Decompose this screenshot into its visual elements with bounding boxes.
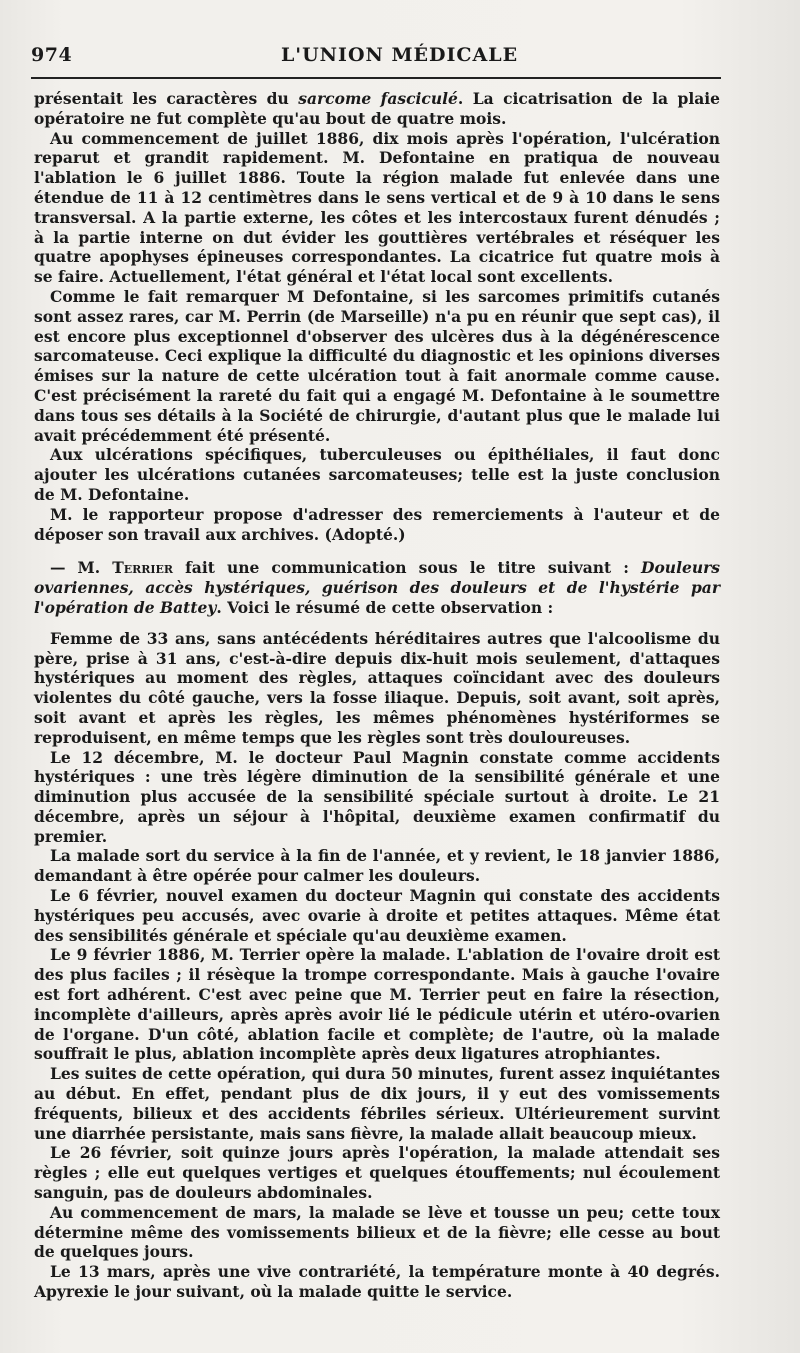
page-header: [31, 42, 738, 72]
article-body: [34, 89, 720, 1302]
header-rule: [31, 77, 721, 79]
paragraph: Le 26 février, soit quinze jours après l'opération, la malade attendait ses règles ; elle eut quelques vertiges et quelques étouffements; nul écoulement sanguin, pas de douleurs abdominales.: [34, 1143, 720, 1203]
italic-term: sarcome fasciculé: [298, 89, 458, 108]
page-number: 974: [31, 44, 73, 66]
paragraph: [34, 89, 720, 129]
text-run: fait une communication sous le titre suivant :: [173, 558, 642, 578]
author-name: Terrier: [112, 558, 174, 578]
paragraph: Le 12 décembre, M. le docteur Paul Magnin constate comme accidents hystériques : une très légère diminution de la sensibilité générale et une diminution plus accusée de la sensibilité spéciale surtout à droite. Le 21 décembre, après un séjour à l'hôpital, deuxième examen confirmatif du premier.: [34, 747, 720, 846]
communication-title: Douleurs ovariennes, accès hystériques, guérison des douleurs et de l'hystérie par l'opération de Battey: [34, 558, 720, 617]
paragraph: Les suites de cette opération, qui dura 50 minutes, furent assez inquiétantes au début. En effet, pendant plus de dix jours, il y eut des vomissements fréquents, bilieux et des accidents fébriles sérieux. Ultérieurement survint une diarrhée persistante, mais sans fièvre, la malade allait beaucoup mieux.: [34, 1064, 720, 1143]
paragraph: Le 9 février 1886, M. Terrier opère la malade. L'ablation de l'ovaire droit est des plus faciles ; il résèque la trompe correspondante. Mais à gauche l'ovaire est fort adhérent. C'est avec peine que M. Terrier peut en faire la résection, incomplète d'ailleurs, après après avoir lié le pédicule utérin et utéro-ovarien de l'organe. D'un côté, ablation facile et complète; de l'autre, où la malade souffrait le plus, ablation incomplète après deux ligatures atrophiantes.: [34, 945, 720, 1064]
paragraph: Au commencement de juillet 1886, dix mois après l'opération, l'ulcération reparut et grandit rapidement. M. Defontaine en pratiqua de nouveau l'ablation le 6 juillet 1886. Toute la région malade fut enlevée dans une étendue de 11 à 12 centimètres dans le sens vertical et de 9 à 10 dans le sens transversal. A la partie externe, les côtes et les intercostaux furent dénudés ; à la partie interne on dut évider les gouttières vertébrales et réséquer les quatre apophyses épineuses correspondantes. La cicatrice fut quatre mois à se faire. Actuellement, l'état général et l'état local sont excellents.: [34, 128, 720, 287]
paragraph: Comme le fait remarquer M Defontaine, si les sarcomes primitifs cutanés sont assez rares, car M. Perrin (de Marseille) n'a pu en réunir que sept cas), il est encore plus exceptionnel d'observer des ulcères dus à la dégénérescence sarcomateuse. Ceci explique la difficulté du diagnostic et les opinions diverses émises sur la nature de cette ulcération tout à fait anormale comme cause. C'est précisément la rareté du fait qui a engagé M. Defontaine à le soumettre dans tous ses détails à la Société de chirurgie, d'autant plus que le malade lui avait précédemment été présenté.: [34, 286, 720, 445]
paragraph: Aux ulcérations spécifiques, tuberculeuses ou épithéliales, il faut donc ajouter les ulcérations cutanées sarcomateuses; telle est la juste conclusion de M. Defontaine.: [34, 445, 720, 504]
text-run: présentait les caractères du: [34, 89, 299, 108]
paragraph: Le 6 février, nouvel examen du docteur Magnin qui constate des accidents hystériques peu accusés, avec ovarie à droite et petites attaques. Même état des sensibilités générale et spéciale qu'au deuxième examen.: [34, 886, 720, 945]
paragraph: [34, 558, 720, 617]
text-run: . La cicatrisation de la plaie opératoire ne fut complète qu'au bout de quatre mois.: [34, 89, 721, 128]
text-run: — M.: [50, 558, 113, 578]
paragraph: M. le rapporteur propose d'adresser des remerciements à l'auteur et de déposer son travail aux archives. (Adopté.): [34, 504, 720, 544]
text-run: . Voici le résumé de cette observation :: [216, 597, 554, 617]
paragraph: Le 13 mars, après une vive contrariété, la température monte à 40 degrés. Apyrexie le jour suivant, où la malade quitte le service.: [34, 1262, 720, 1302]
paragraph: Au commencement de mars, la malade se lève et tousse un peu; cette toux détermine même des vomissements bilieux et de la fièvre; elle cesse au bout de quelques jours.: [34, 1202, 720, 1262]
running-title: L'UNION MÉDICALE: [280, 44, 519, 66]
paragraph: Femme de 33 ans, sans antécédents héréditaires autres que l'alcoolisme du père, prise à 31 ans, c'est-à-dire depuis dix-huit mois seulement, d'attaques hystériques au moment des règles, attaques coïncidant avec des douleurs violentes du côté gauche, vers la fosse iliaque. Depuis, soit avant, soit après, soit avant et après les règles, les mêmes phénomènes hystériformes se reproduisent, en même temps que les règles sont très douloureuses.: [34, 628, 720, 747]
paragraph: La malade sort du service à la fin de l'année, et y revient, le 18 janvier 1886, demandant à être opérée pour calmer les douleurs.: [34, 846, 720, 886]
